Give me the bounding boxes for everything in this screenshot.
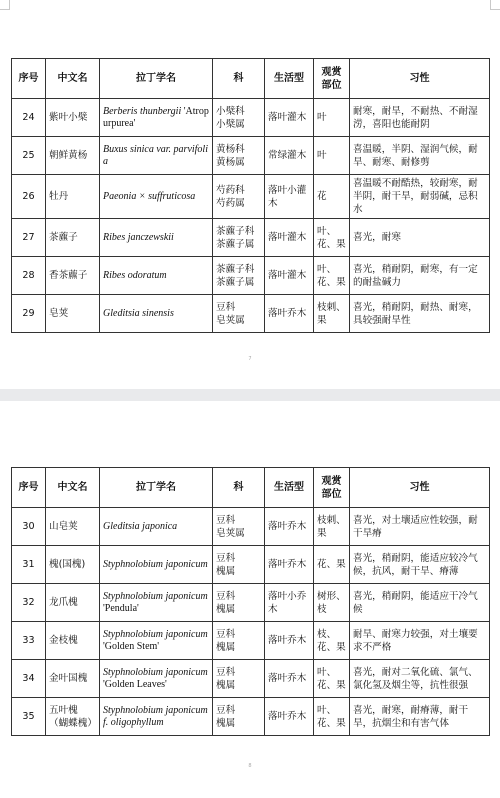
- cell-chinese-name: 龙爪槐: [46, 584, 100, 622]
- cell-chinese-name: 茶藨子: [46, 219, 100, 257]
- cell-chinese-name: 山皂荚: [46, 508, 100, 546]
- cell-chinese-name: 金枝槐: [46, 622, 100, 660]
- cell-family: 茶藨子科 茶藨子属: [213, 219, 265, 257]
- cell-latin-name: [100, 622, 213, 660]
- header-life-form: 生活型: [265, 59, 314, 99]
- cell-family: 豆科 槐属: [213, 546, 265, 584]
- latin-binomial: Styphnolobium japonicum: [103, 558, 208, 570]
- cell-habit: 耐寒，耐旱，不耐热、不耐湿涝，喜阳也能耐阴: [350, 99, 490, 137]
- cell-ornamental-part: 枝刺、果: [314, 295, 350, 333]
- cell-ornamental-part: 叶、花、果: [314, 660, 350, 698]
- table-row: [12, 257, 490, 295]
- crop-mark: [490, 0, 500, 10]
- page-number: 7: [248, 356, 252, 362]
- cell-life-form: 落叶小乔木: [265, 584, 314, 622]
- table-row: [12, 622, 490, 660]
- header-family: 科: [213, 59, 265, 99]
- cell-habit: 喜光，耐寒: [350, 219, 490, 257]
- plant-table-1: [11, 58, 490, 333]
- table-row: [12, 175, 490, 219]
- cell-life-form: 落叶灌木: [265, 99, 314, 137]
- latin-binomial: Styphnolobium japonicum: [103, 590, 208, 602]
- header-index: 序号: [12, 59, 46, 99]
- table-row: [12, 295, 490, 333]
- cell-chinese-name: 紫叶小檗: [46, 99, 100, 137]
- header-ornamental-part: 观赏部位: [314, 468, 350, 508]
- cell-index: 32: [12, 584, 46, 622]
- cell-latin-name: [100, 546, 213, 584]
- cell-chinese-name: 皂荚: [46, 295, 100, 333]
- header-habit: 习性: [350, 468, 490, 508]
- cell-ornamental-part: 枝、花、果: [314, 622, 350, 660]
- cell-ornamental-part: 叶: [314, 137, 350, 175]
- latin-cultivar: 'Golden Leaves': [103, 678, 167, 690]
- cell-ornamental-part: 叶: [314, 99, 350, 137]
- cell-latin-name: [100, 137, 213, 175]
- cell-life-form: 落叶灌木: [265, 257, 314, 295]
- cell-ornamental-part: 花、果: [314, 546, 350, 584]
- latin-binomial: Styphnolobium japonicum: [103, 628, 208, 640]
- latin-binomial: Buxus sinica var. parvifolia: [103, 143, 208, 167]
- cell-index: 25: [12, 137, 46, 175]
- cell-index: 35: [12, 698, 46, 736]
- cell-habit: 喜光，稍耐阴，能适应较冷气候，抗风，耐干旱、瘠薄: [350, 546, 490, 584]
- header-latin-name: 拉丁学名: [100, 468, 213, 508]
- cell-ornamental-part: 枝刺、果: [314, 508, 350, 546]
- table-row: [12, 99, 490, 137]
- cell-family: 黄杨科 黄杨属: [213, 137, 265, 175]
- cell-habit: 喜光，稍耐阴，耐热、耐寒，具较强耐旱性: [350, 295, 490, 333]
- cell-family: 豆科 槐属: [213, 584, 265, 622]
- cell-index: 24: [12, 99, 46, 137]
- document-page-2: [0, 401, 500, 798]
- cell-index: 34: [12, 660, 46, 698]
- cell-index: 33: [12, 622, 46, 660]
- cell-index: 31: [12, 546, 46, 584]
- cell-habit: 喜光，稍耐阴，耐寒，有一定的耐盐碱力: [350, 257, 490, 295]
- cell-life-form: 落叶乔木: [265, 698, 314, 736]
- cell-latin-name: [100, 660, 213, 698]
- header-latin-name: 拉丁学名: [100, 59, 213, 99]
- cell-family: 豆科 槐属: [213, 698, 265, 736]
- header-life-form: 生活型: [265, 468, 314, 508]
- header-chinese-name: 中文名: [46, 59, 100, 99]
- cell-index: 26: [12, 175, 46, 219]
- cell-habit: 喜光，耐寒，耐瘠薄，耐干旱，抗烟尘和有害气体: [350, 698, 490, 736]
- cell-latin-name: [100, 698, 213, 736]
- latin-binomial: Berberis thunbergii: [103, 105, 182, 117]
- header-habit: 习性: [350, 59, 490, 99]
- table-row: [12, 137, 490, 175]
- cell-life-form: 落叶小灌木: [265, 175, 314, 219]
- latin-binomial: Styphnolobium japonicum f. oligophyllum: [103, 704, 208, 728]
- cell-habit: 耐旱、耐寒力较强，对土壤要求不严格: [350, 622, 490, 660]
- table-row: [12, 219, 490, 257]
- cell-ornamental-part: 叶、花、果: [314, 219, 350, 257]
- cell-family: 豆科 槐属: [213, 622, 265, 660]
- cell-habit: 喜光，稍耐阴，能适应干冷气候: [350, 584, 490, 622]
- cell-life-form: 落叶灌木: [265, 219, 314, 257]
- page-number: 8: [248, 763, 252, 769]
- latin-cultivar: 'Golden Stem': [103, 640, 160, 652]
- cell-family: 豆科 皂荚属: [213, 508, 265, 546]
- cell-habit: 喜光，耐对二氧化硫、氯气、氯化氢及烟尘等，抗性很强: [350, 660, 490, 698]
- cell-ornamental-part: 叶、花、果: [314, 257, 350, 295]
- latin-binomial: Gleditsia japonica: [103, 520, 178, 532]
- cell-latin-name: [100, 257, 213, 295]
- cell-chinese-name: 槐(国槐): [46, 546, 100, 584]
- cell-habit: 喜温暖不耐酷热，较耐寒，耐半阴，耐干旱，耐弱碱，忌积水: [350, 175, 490, 219]
- latin-binomial: Paeonia × suffruticosa: [103, 190, 196, 202]
- cell-index: 29: [12, 295, 46, 333]
- cell-chinese-name: 朝鲜黄杨: [46, 137, 100, 175]
- cell-ornamental-part: 叶、花、果: [314, 698, 350, 736]
- latin-binomial: Styphnolobium japonicum: [103, 666, 208, 678]
- table-row: [12, 584, 490, 622]
- cell-latin-name: [100, 219, 213, 257]
- table-header-row: [12, 59, 490, 99]
- cell-latin-name: [100, 99, 213, 137]
- crop-mark: [0, 0, 10, 10]
- cell-latin-name: [100, 508, 213, 546]
- table-header-row: [12, 468, 490, 508]
- latin-cultivar: 'Atropurpurea': [103, 105, 209, 129]
- cell-habit: 喜光，对土壤适应性较强，耐干旱瘠: [350, 508, 490, 546]
- cell-latin-name: [100, 295, 213, 333]
- latin-binomial: Ribes janczewskii: [103, 231, 174, 243]
- header-family: 科: [213, 468, 265, 508]
- cell-family: 芍药科 芍药属: [213, 175, 265, 219]
- cell-index: 30: [12, 508, 46, 546]
- cell-chinese-name: 五叶槐（蝴蝶槐）: [46, 698, 100, 736]
- table-row: [12, 698, 490, 736]
- cell-latin-name: [100, 584, 213, 622]
- cell-index: 28: [12, 257, 46, 295]
- cell-chinese-name: 香茶藨子: [46, 257, 100, 295]
- cell-family: 豆科 槐属: [213, 660, 265, 698]
- cell-family: 豆科 皂荚属: [213, 295, 265, 333]
- header-chinese-name: 中文名: [46, 468, 100, 508]
- cell-chinese-name: 金叶国槐: [46, 660, 100, 698]
- cell-life-form: 常绿灌木: [265, 137, 314, 175]
- header-index: 序号: [12, 468, 46, 508]
- cell-life-form: 落叶乔木: [265, 546, 314, 584]
- cell-index: 27: [12, 219, 46, 257]
- cell-habit: 喜温暖，半阴、湿润气候，耐旱、耐寒、耐修剪: [350, 137, 490, 175]
- cell-ornamental-part: 花: [314, 175, 350, 219]
- latin-binomial: Ribes odoratum: [103, 269, 167, 281]
- cell-ornamental-part: 树形、枝: [314, 584, 350, 622]
- table-row: [12, 546, 490, 584]
- cell-family: 茶藨子科 茶藨子属: [213, 257, 265, 295]
- cell-life-form: 落叶乔木: [265, 508, 314, 546]
- table-row: [12, 508, 490, 546]
- cell-life-form: 落叶乔木: [265, 660, 314, 698]
- cell-life-form: 落叶乔木: [265, 622, 314, 660]
- cell-family: 小檗科 小檗属: [213, 99, 265, 137]
- cell-chinese-name: 牡丹: [46, 175, 100, 219]
- cell-latin-name: [100, 175, 213, 219]
- table-row: [12, 660, 490, 698]
- document-page-1: [0, 0, 500, 389]
- header-ornamental-part: 观赏部位: [314, 59, 350, 99]
- latin-binomial: Gleditsia sinensis: [103, 307, 174, 319]
- cell-life-form: 落叶乔木: [265, 295, 314, 333]
- latin-cultivar: 'Pendula': [103, 602, 139, 614]
- plant-table-2: [11, 467, 490, 736]
